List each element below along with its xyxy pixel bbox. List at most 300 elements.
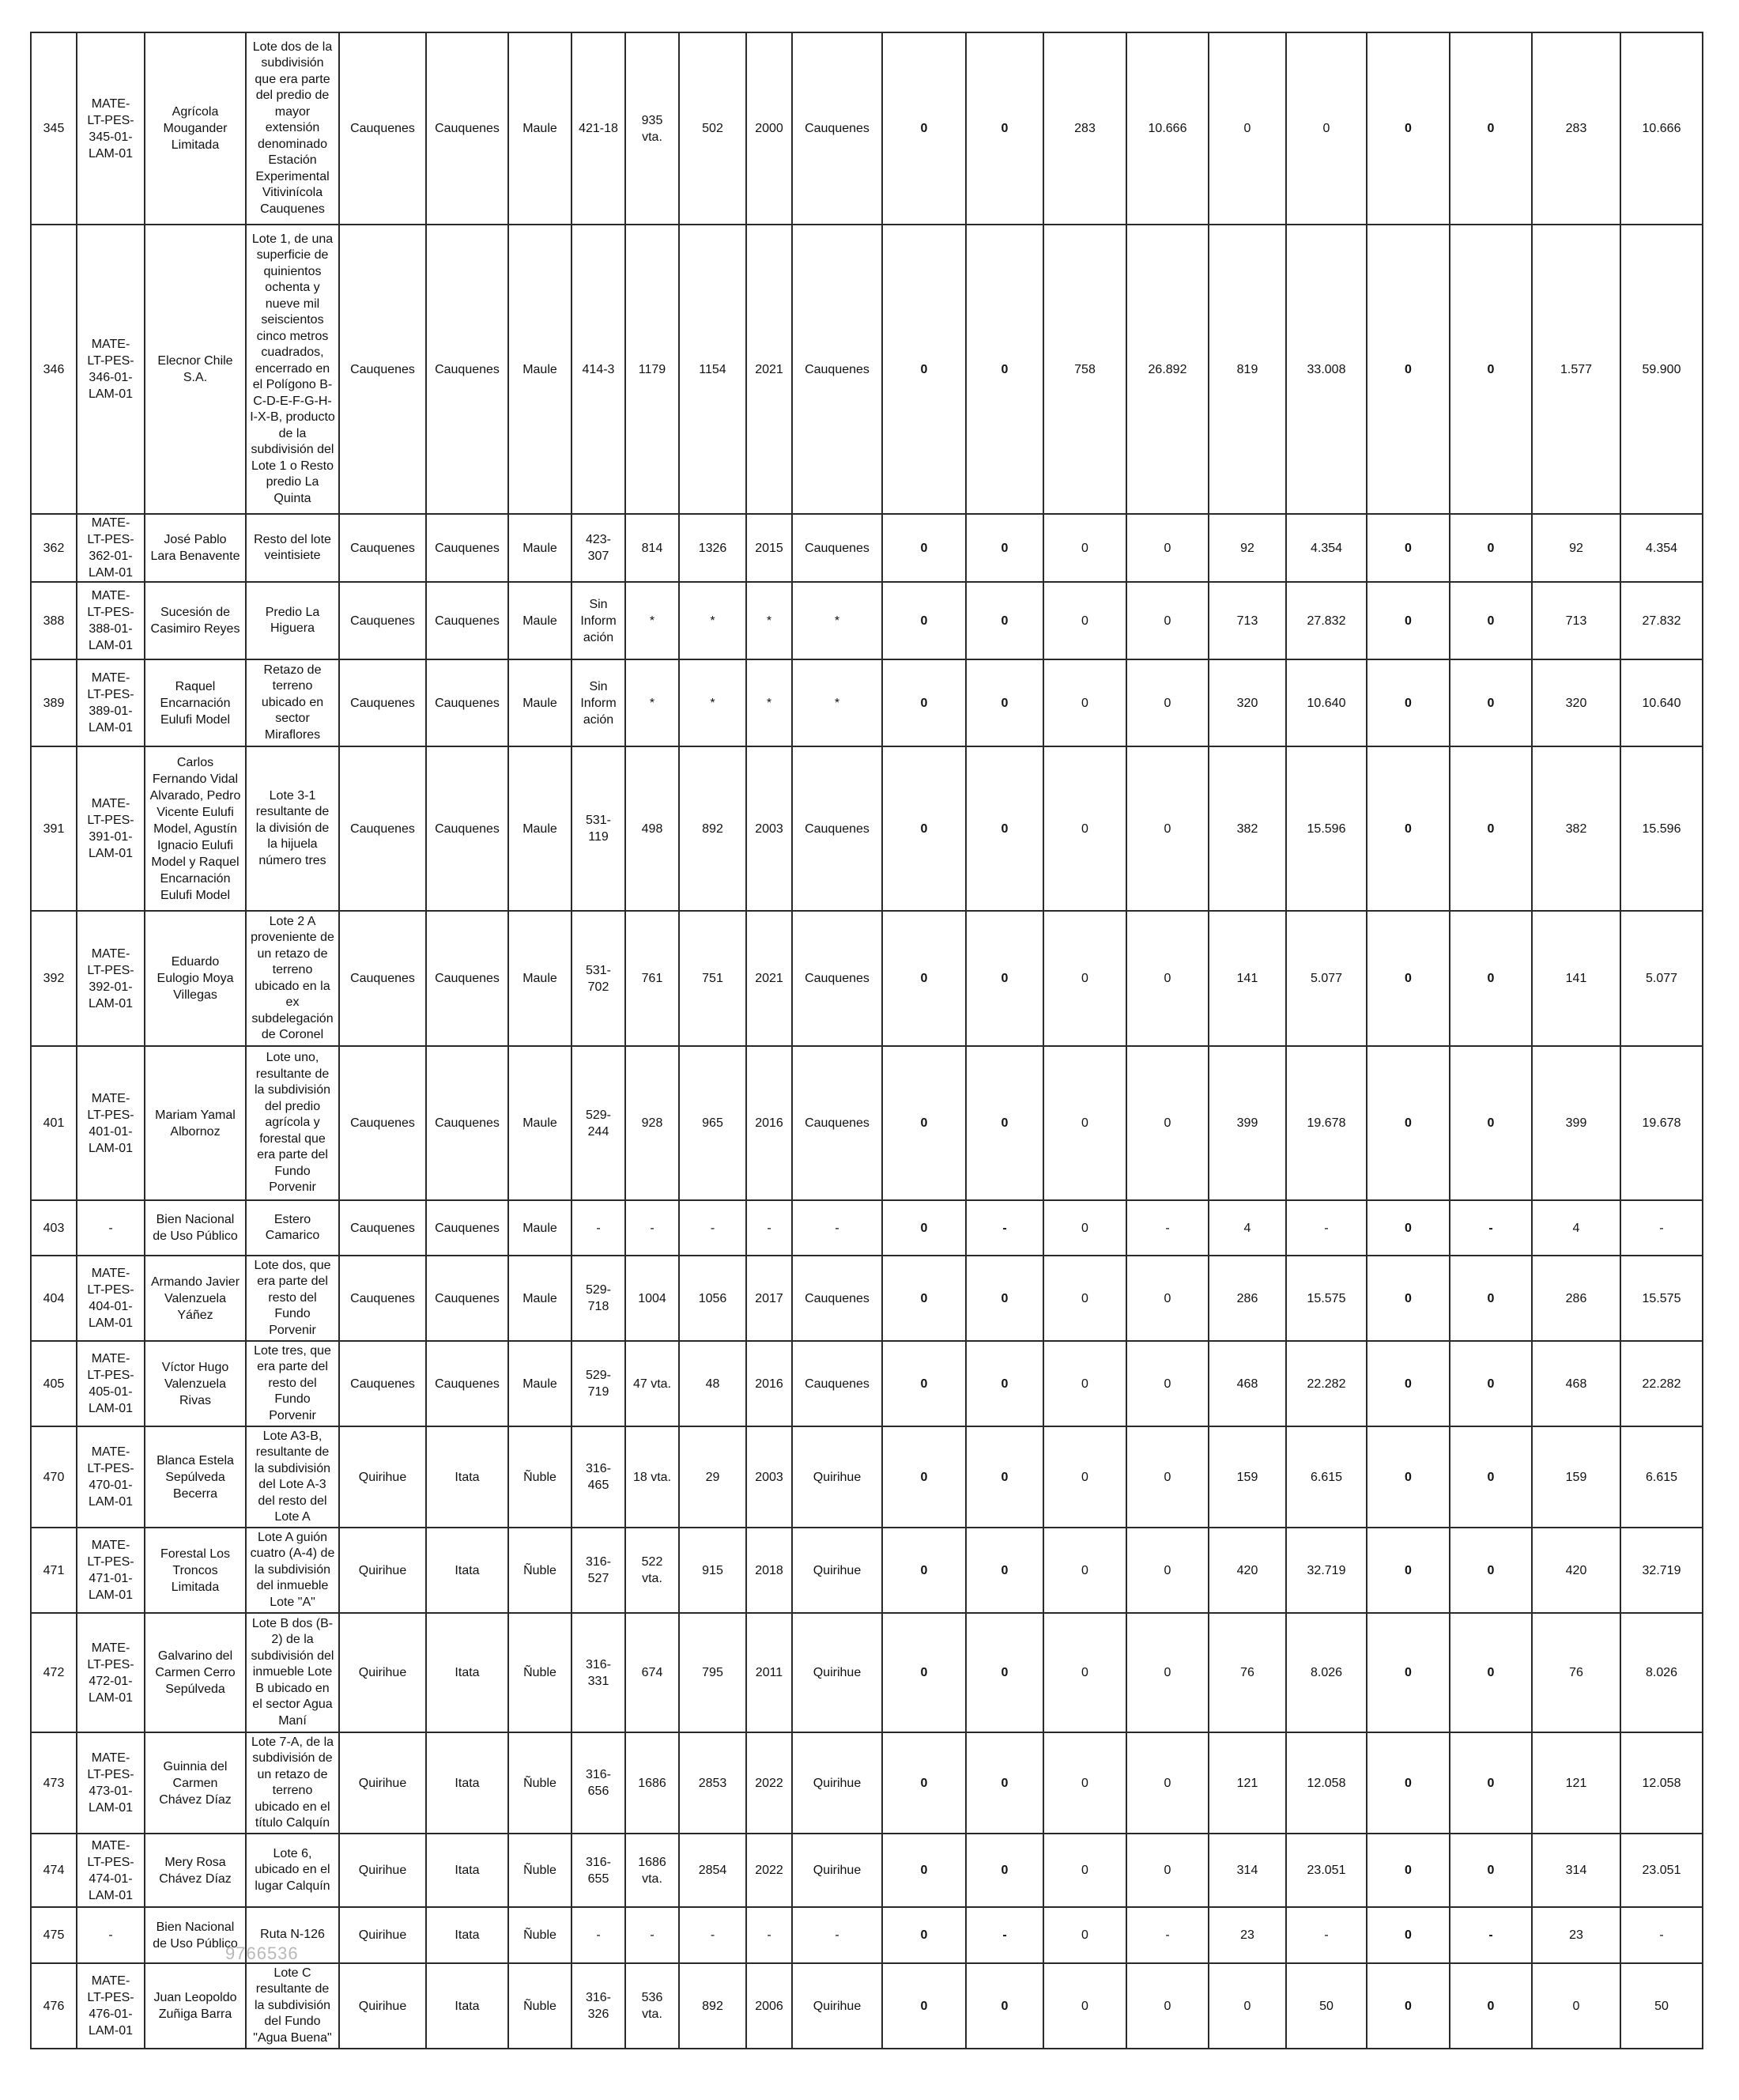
parcel-table <box>30 32 1703 2049</box>
value-2-cell: 0 <box>966 32 1043 225</box>
property-description-cell: Lote A guión cuatro (A-4) de la subdivisión del inmueble Lote "A" <box>246 1528 339 1613</box>
year-cell: * <box>746 659 792 746</box>
value-4-cell: - <box>1126 1907 1209 1963</box>
value-6-cell: 50 <box>1286 1963 1367 2049</box>
value-5-cell: 819 <box>1209 225 1286 514</box>
total-value-1-cell: 121 <box>1532 1732 1620 1834</box>
table-row <box>31 1528 1703 1613</box>
fojas-cell: 18 vta. <box>625 1426 679 1528</box>
value-3-cell: 0 <box>1043 1613 1126 1732</box>
value-2-cell: - <box>966 1200 1043 1256</box>
conservador-cell: Quirihue <box>792 1963 882 2049</box>
parcel-code-cell: MATE- LT-PES- 473-01- LAM-01 <box>77 1732 145 1834</box>
value-4-cell: 0 <box>1126 1426 1209 1528</box>
numero-cell: 965 <box>679 1046 746 1200</box>
numero-cell: 892 <box>679 746 746 911</box>
value-1-cell: 0 <box>882 514 966 582</box>
value-2-cell: 0 <box>966 659 1043 746</box>
total-value-1-cell: 1.577 <box>1532 225 1620 514</box>
total-value-2-cell: 15.575 <box>1620 1256 1703 1341</box>
parcel-code-cell: MATE- LT-PES- 470-01- LAM-01 <box>77 1426 145 1528</box>
year-cell: 2003 <box>746 746 792 911</box>
value-5-cell: 399 <box>1209 1046 1286 1200</box>
numero-cell: 1056 <box>679 1256 746 1341</box>
value-6-cell: 33.008 <box>1286 225 1367 514</box>
value-2-cell: 0 <box>966 1963 1043 2049</box>
total-value-2-cell: 27.832 <box>1620 582 1703 659</box>
total-value-1-cell: 283 <box>1532 32 1620 225</box>
value-4-cell: 0 <box>1126 1528 1209 1613</box>
table-row <box>31 1256 1703 1341</box>
fojas-cell: 814 <box>625 514 679 582</box>
conservador-cell: Cauquenes <box>792 1046 882 1200</box>
value-6-cell: 4.354 <box>1286 514 1367 582</box>
comuna-cell: Quirihue <box>339 1907 426 1963</box>
conservador-cell: Quirihue <box>792 1426 882 1528</box>
value-4-cell: 0 <box>1126 1732 1209 1834</box>
property-description-cell: Lote 3-1 resultante de la división de la hijuela número tres <box>246 746 339 911</box>
value-2-cell: 0 <box>966 1613 1043 1732</box>
provincia-cell: Cauquenes <box>426 1341 508 1426</box>
year-cell: 2021 <box>746 911 792 1046</box>
rol-cell: 414-3 <box>571 225 625 514</box>
row-number-cell: 388 <box>31 582 77 659</box>
value-7-cell: 0 <box>1367 1907 1450 1963</box>
value-7-cell: 0 <box>1367 1528 1450 1613</box>
property-description-cell: Retazo de terreno ubicado en sector Miraflores <box>246 659 339 746</box>
parcel-code-cell: MATE- LT-PES- 345-01- LAM-01 <box>77 32 145 225</box>
row-number-cell: 475 <box>31 1907 77 1963</box>
value-2-cell: 0 <box>966 746 1043 911</box>
row-number-cell: 345 <box>31 32 77 225</box>
value-2-cell: 0 <box>966 514 1043 582</box>
row-number-cell: 474 <box>31 1834 77 1907</box>
value-5-cell: 0 <box>1209 32 1286 225</box>
total-value-1-cell: 141 <box>1532 911 1620 1046</box>
value-7-cell: 0 <box>1367 1046 1450 1200</box>
total-value-2-cell: 50 <box>1620 1963 1703 2049</box>
value-7-cell: 0 <box>1367 746 1450 911</box>
total-value-1-cell: 382 <box>1532 746 1620 911</box>
numero-cell: 48 <box>679 1341 746 1426</box>
total-value-2-cell: - <box>1620 1907 1703 1963</box>
owner-name-cell: Agrícola Mougander Limitada <box>145 32 246 225</box>
owner-name-cell: Guinnia del Carmen Chávez Díaz <box>145 1732 246 1834</box>
total-value-1-cell: 314 <box>1532 1834 1620 1907</box>
property-description-cell: Lote tres, que era parte del resto del Fundo Porvenir <box>246 1341 339 1426</box>
provincia-cell: Cauquenes <box>426 225 508 514</box>
region-cell: Ñuble <box>508 1613 571 1732</box>
conservador-cell: Quirihue <box>792 1528 882 1613</box>
owner-name-cell: José Pablo Lara Benavente <box>145 514 246 582</box>
region-cell: Ñuble <box>508 1528 571 1613</box>
owner-name-cell: Bien Nacional de Uso Público <box>145 1907 246 1963</box>
property-description-cell: Lote B dos (B- 2) de la subdivisión del inmueble Lote B ubicado en el sector Agua Maní <box>246 1613 339 1732</box>
provincia-cell: Cauquenes <box>426 582 508 659</box>
parcel-code-cell: MATE- LT-PES- 472-01- LAM-01 <box>77 1613 145 1732</box>
year-cell: 2021 <box>746 225 792 514</box>
value-5-cell: 23 <box>1209 1907 1286 1963</box>
value-3-cell: 0 <box>1043 1732 1126 1834</box>
value-4-cell: 10.666 <box>1126 32 1209 225</box>
comuna-cell: Quirihue <box>339 1426 426 1528</box>
value-6-cell: 6.615 <box>1286 1426 1367 1528</box>
property-description-cell: Lote dos de la subdivisión que era parte del predio de mayor extensión denominado Estación Experimental Vitivinícola Cauquenes <box>246 32 339 225</box>
region-cell: Maule <box>508 514 571 582</box>
value-8-cell: 0 <box>1450 514 1532 582</box>
table-row <box>31 1426 1703 1528</box>
value-4-cell: - <box>1126 1200 1209 1256</box>
rol-cell: - <box>571 1200 625 1256</box>
region-cell: Ñuble <box>508 1426 571 1528</box>
total-value-2-cell: 23.051 <box>1620 1834 1703 1907</box>
rol-cell: Sin Inform ación <box>571 582 625 659</box>
value-2-cell: 0 <box>966 1341 1043 1426</box>
provincia-cell: Cauquenes <box>426 1046 508 1200</box>
owner-name-cell: Mery Rosa Chávez Díaz <box>145 1834 246 1907</box>
year-cell: 2016 <box>746 1046 792 1200</box>
owner-name-cell: Armando Javier Valenzuela Yáñez <box>145 1256 246 1341</box>
comuna-cell: Cauquenes <box>339 225 426 514</box>
row-number-cell: 401 <box>31 1046 77 1200</box>
rol-cell: 529- 718 <box>571 1256 625 1341</box>
provincia-cell: Itata <box>426 1426 508 1528</box>
comuna-cell: Cauquenes <box>339 1256 426 1341</box>
numero-cell: 2853 <box>679 1732 746 1834</box>
value-3-cell: 0 <box>1043 1426 1126 1528</box>
value-1-cell: 0 <box>882 911 966 1046</box>
total-value-1-cell: 4 <box>1532 1200 1620 1256</box>
value-4-cell: 0 <box>1126 1046 1209 1200</box>
conservador-cell: * <box>792 582 882 659</box>
rol-cell: 423- 307 <box>571 514 625 582</box>
region-cell: Maule <box>508 1200 571 1256</box>
value-1-cell: 0 <box>882 1963 966 2049</box>
value-6-cell: 15.575 <box>1286 1256 1367 1341</box>
row-number-cell: 403 <box>31 1200 77 1256</box>
parcel-code-cell: MATE- LT-PES- 474-01- LAM-01 <box>77 1834 145 1907</box>
value-5-cell: 468 <box>1209 1341 1286 1426</box>
property-description-cell: Lote A3-B, resultante de la subdivisión del Lote A-3 del resto del Lote A <box>246 1426 339 1528</box>
total-value-1-cell: 92 <box>1532 514 1620 582</box>
table-body <box>31 32 1703 2049</box>
table-row <box>31 1963 1703 2049</box>
fojas-cell: 1686 <box>625 1732 679 1834</box>
fojas-cell: 1179 <box>625 225 679 514</box>
value-7-cell: 0 <box>1367 32 1450 225</box>
total-value-1-cell: 713 <box>1532 582 1620 659</box>
value-4-cell: 0 <box>1126 1256 1209 1341</box>
region-cell: Maule <box>508 746 571 911</box>
value-8-cell: 0 <box>1450 1528 1532 1613</box>
total-value-1-cell: 320 <box>1532 659 1620 746</box>
numero-cell: * <box>679 659 746 746</box>
value-5-cell: 4 <box>1209 1200 1286 1256</box>
parcel-code-cell: - <box>77 1200 145 1256</box>
owner-name-cell: Sucesión de Casimiro Reyes <box>145 582 246 659</box>
property-description-cell: Estero Camarico <box>246 1200 339 1256</box>
value-8-cell: 0 <box>1450 1963 1532 2049</box>
total-value-2-cell: 5.077 <box>1620 911 1703 1046</box>
provincia-cell: Itata <box>426 1732 508 1834</box>
region-cell: Maule <box>508 911 571 1046</box>
value-2-cell: 0 <box>966 225 1043 514</box>
value-8-cell: 0 <box>1450 1046 1532 1200</box>
value-1-cell: 0 <box>882 1834 966 1907</box>
fojas-cell: 498 <box>625 746 679 911</box>
value-8-cell: 0 <box>1450 225 1532 514</box>
year-cell: 2018 <box>746 1528 792 1613</box>
total-value-1-cell: 399 <box>1532 1046 1620 1200</box>
region-cell: Maule <box>508 1256 571 1341</box>
value-8-cell: 0 <box>1450 746 1532 911</box>
value-4-cell: 0 <box>1126 582 1209 659</box>
comuna-cell: Quirihue <box>339 1528 426 1613</box>
value-5-cell: 141 <box>1209 911 1286 1046</box>
value-5-cell: 713 <box>1209 582 1286 659</box>
value-5-cell: 159 <box>1209 1426 1286 1528</box>
value-3-cell: 0 <box>1043 746 1126 911</box>
numero-cell: 795 <box>679 1613 746 1732</box>
value-1-cell: 0 <box>882 1046 966 1200</box>
value-5-cell: 314 <box>1209 1834 1286 1907</box>
value-6-cell: - <box>1286 1200 1367 1256</box>
numero-cell: - <box>679 1200 746 1256</box>
conservador-cell: Cauquenes <box>792 225 882 514</box>
conservador-cell: - <box>792 1907 882 1963</box>
comuna-cell: Cauquenes <box>339 32 426 225</box>
value-6-cell: 12.058 <box>1286 1732 1367 1834</box>
value-6-cell: 8.026 <box>1286 1613 1367 1732</box>
numero-cell: 2854 <box>679 1834 746 1907</box>
property-description-cell: Lote 1, de una superficie de quinientos ochenta y nueve mil seiscientos cinco metros cuadrados, encerrado en el Polígono B- C-D-E-F-G-H- I-X-B, producto de la subdivisión del Lote 1 o Resto predio La Quinta <box>246 225 339 514</box>
total-value-1-cell: 468 <box>1532 1341 1620 1426</box>
comuna-cell: Quirihue <box>339 1834 426 1907</box>
numero-cell: 1326 <box>679 514 746 582</box>
value-7-cell: 0 <box>1367 1200 1450 1256</box>
value-3-cell: 0 <box>1043 1256 1126 1341</box>
parcel-code-cell: MATE- LT-PES- 476-01- LAM-01 <box>77 1963 145 2049</box>
total-value-1-cell: 159 <box>1532 1426 1620 1528</box>
row-number-cell: 470 <box>31 1426 77 1528</box>
year-cell: 2006 <box>746 1963 792 2049</box>
value-6-cell: 0 <box>1286 32 1367 225</box>
total-value-1-cell: 420 <box>1532 1528 1620 1613</box>
value-5-cell: 382 <box>1209 746 1286 911</box>
fojas-cell: 536 vta. <box>625 1963 679 2049</box>
fojas-cell: 674 <box>625 1613 679 1732</box>
table-row <box>31 1834 1703 1907</box>
parcel-code-cell: MATE- LT-PES- 391-01- LAM-01 <box>77 746 145 911</box>
rol-cell: 316- 326 <box>571 1963 625 2049</box>
row-number-cell: 405 <box>31 1341 77 1426</box>
total-value-1-cell: 23 <box>1532 1907 1620 1963</box>
value-1-cell: 0 <box>882 659 966 746</box>
owner-name-cell: Forestal Los Troncos Limitada <box>145 1528 246 1613</box>
year-cell: 2017 <box>746 1256 792 1341</box>
value-3-cell: 0 <box>1043 1046 1126 1200</box>
value-2-cell: 0 <box>966 1732 1043 1834</box>
region-cell: Ñuble <box>508 1732 571 1834</box>
rol-cell: 529- 719 <box>571 1341 625 1426</box>
value-3-cell: 0 <box>1043 1907 1126 1963</box>
conservador-cell: Quirihue <box>792 1613 882 1732</box>
value-6-cell: 32.719 <box>1286 1528 1367 1613</box>
value-2-cell: - <box>966 1907 1043 1963</box>
value-1-cell: 0 <box>882 32 966 225</box>
fojas-cell: * <box>625 582 679 659</box>
value-5-cell: 320 <box>1209 659 1286 746</box>
value-8-cell: 0 <box>1450 1834 1532 1907</box>
rol-cell: Sin Inform ación <box>571 659 625 746</box>
provincia-cell: Itata <box>426 1907 508 1963</box>
provincia-cell: Itata <box>426 1963 508 2049</box>
value-7-cell: 0 <box>1367 514 1450 582</box>
value-7-cell: 0 <box>1367 1613 1450 1732</box>
parcel-code-cell: MATE- LT-PES- 346-01- LAM-01 <box>77 225 145 514</box>
value-3-cell: 0 <box>1043 582 1126 659</box>
value-6-cell: 23.051 <box>1286 1834 1367 1907</box>
value-6-cell: 15.596 <box>1286 746 1367 911</box>
value-6-cell: - <box>1286 1907 1367 1963</box>
property-description-cell: Lote uno, resultante de la subdivisión del predio agrícola y forestal que era parte del Fundo Porvenir <box>246 1046 339 1200</box>
property-description-cell: Lote C resultante de la subdivisión del Fundo "Agua Buena" <box>246 1963 339 2049</box>
value-8-cell: 0 <box>1450 1732 1532 1834</box>
value-3-cell: 0 <box>1043 514 1126 582</box>
provincia-cell: Cauquenes <box>426 32 508 225</box>
total-value-2-cell: 6.615 <box>1620 1426 1703 1528</box>
region-cell: Maule <box>508 225 571 514</box>
value-1-cell: 0 <box>882 1426 966 1528</box>
owner-name-cell: Carlos Fernando Vidal Alvarado, Pedro Vicente Eulufi Model, Agustín Ignacio Eulufi Model y Raquel Encarnación Eulufi Model <box>145 746 246 911</box>
year-cell: 2011 <box>746 1613 792 1732</box>
value-8-cell: - <box>1450 1200 1532 1256</box>
parcel-code-cell: MATE- LT-PES- 388-01- LAM-01 <box>77 582 145 659</box>
comuna-cell: Quirihue <box>339 1963 426 2049</box>
rol-cell: 316- 655 <box>571 1834 625 1907</box>
conservador-cell: Cauquenes <box>792 514 882 582</box>
numero-cell: 915 <box>679 1528 746 1613</box>
total-value-2-cell: 22.282 <box>1620 1341 1703 1426</box>
rol-cell: 316- 331 <box>571 1613 625 1732</box>
year-cell: 2000 <box>746 32 792 225</box>
row-number-cell: 346 <box>31 225 77 514</box>
owner-name-cell: Blanca Estela Sepúlveda Becerra <box>145 1426 246 1528</box>
value-5-cell: 420 <box>1209 1528 1286 1613</box>
property-description-cell: Lote 6, ubicado en el lugar Calquín <box>246 1834 339 1907</box>
value-8-cell: 0 <box>1450 1256 1532 1341</box>
owner-name-cell: Elecnor Chile S.A. <box>145 225 246 514</box>
value-8-cell: 0 <box>1450 582 1532 659</box>
value-4-cell: 0 <box>1126 1963 1209 2049</box>
conservador-cell: Cauquenes <box>792 32 882 225</box>
value-4-cell: 0 <box>1126 659 1209 746</box>
rol-cell: 531- 702 <box>571 911 625 1046</box>
table-row <box>31 1046 1703 1200</box>
table-row <box>31 32 1703 225</box>
table-row <box>31 1732 1703 1834</box>
rol-cell: 421-18 <box>571 32 625 225</box>
year-cell: 2022 <box>746 1732 792 1834</box>
value-7-cell: 0 <box>1367 1256 1450 1341</box>
numero-cell: 502 <box>679 32 746 225</box>
numero-cell: - <box>679 1907 746 1963</box>
numero-cell: 892 <box>679 1963 746 2049</box>
total-value-2-cell: 32.719 <box>1620 1528 1703 1613</box>
year-cell: 2003 <box>746 1426 792 1528</box>
conservador-cell: Cauquenes <box>792 911 882 1046</box>
rol-cell: 529- 244 <box>571 1046 625 1200</box>
value-6-cell: 5.077 <box>1286 911 1367 1046</box>
conservador-cell: Quirihue <box>792 1732 882 1834</box>
total-value-2-cell: 12.058 <box>1620 1732 1703 1834</box>
owner-name-cell: Galvarino del Carmen Cerro Sepúlveda <box>145 1613 246 1732</box>
conservador-cell: Cauquenes <box>792 746 882 911</box>
owner-name-cell: Mariam Yamal Albornoz <box>145 1046 246 1200</box>
value-3-cell: 0 <box>1043 1200 1126 1256</box>
comuna-cell: Cauquenes <box>339 1341 426 1426</box>
parcel-code-cell: MATE- LT-PES- 362-01- LAM-01 <box>77 514 145 582</box>
property-description-cell: Lote 2 A proveniente de un retazo de terreno ubicado en la ex subdelegación de Coronel <box>246 911 339 1046</box>
value-8-cell: 0 <box>1450 659 1532 746</box>
value-8-cell: 0 <box>1450 911 1532 1046</box>
value-6-cell: 10.640 <box>1286 659 1367 746</box>
value-1-cell: 0 <box>882 1907 966 1963</box>
conservador-cell: Quirihue <box>792 1834 882 1907</box>
parcel-code-cell: MATE- LT-PES- 389-01- LAM-01 <box>77 659 145 746</box>
table-row <box>31 746 1703 911</box>
value-5-cell: 286 <box>1209 1256 1286 1341</box>
value-1-cell: 0 <box>882 1528 966 1613</box>
value-7-cell: 0 <box>1367 582 1450 659</box>
value-7-cell: 0 <box>1367 1834 1450 1907</box>
table-row <box>31 1200 1703 1256</box>
total-value-2-cell: 8.026 <box>1620 1613 1703 1732</box>
owner-name-cell: Raquel Encarnación Eulufi Model <box>145 659 246 746</box>
comuna-cell: Cauquenes <box>339 514 426 582</box>
parcel-code-cell: - <box>77 1907 145 1963</box>
value-3-cell: 0 <box>1043 1963 1126 2049</box>
total-value-2-cell: - <box>1620 1200 1703 1256</box>
value-1-cell: 0 <box>882 1341 966 1426</box>
parcel-code-cell: MATE- LT-PES- 405-01- LAM-01 <box>77 1341 145 1426</box>
watermark: 9766536 <box>225 1943 299 1963</box>
comuna-cell: Quirihue <box>339 1732 426 1834</box>
value-2-cell: 0 <box>966 1256 1043 1341</box>
value-2-cell: 0 <box>966 582 1043 659</box>
year-cell: * <box>746 582 792 659</box>
property-description-cell: Resto del lote veintisiete <box>246 514 339 582</box>
numero-cell: * <box>679 582 746 659</box>
row-number-cell: 472 <box>31 1613 77 1732</box>
value-5-cell: 0 <box>1209 1963 1286 2049</box>
numero-cell: 1154 <box>679 225 746 514</box>
value-3-cell: 0 <box>1043 659 1126 746</box>
region-cell: Maule <box>508 659 571 746</box>
total-value-1-cell: 0 <box>1532 1963 1620 2049</box>
provincia-cell: Cauquenes <box>426 746 508 911</box>
region-cell: Maule <box>508 1046 571 1200</box>
row-number-cell: 404 <box>31 1256 77 1341</box>
fojas-cell: 1686 vta. <box>625 1834 679 1907</box>
fojas-cell: - <box>625 1907 679 1963</box>
fojas-cell: 935 vta. <box>625 32 679 225</box>
value-2-cell: 0 <box>966 911 1043 1046</box>
row-number-cell: 362 <box>31 514 77 582</box>
value-8-cell: - <box>1450 1907 1532 1963</box>
value-7-cell: 0 <box>1367 1963 1450 2049</box>
region-cell: Maule <box>508 1341 571 1426</box>
